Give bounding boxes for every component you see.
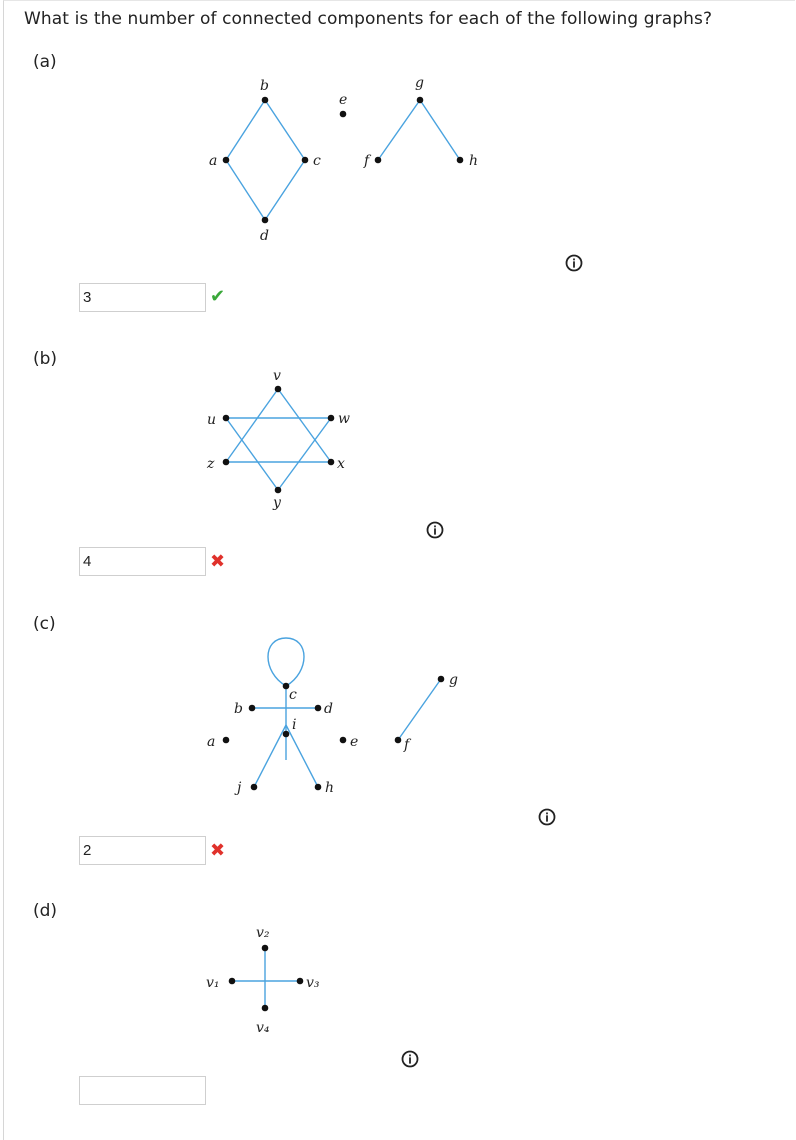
graph-b-label-x: x <box>337 456 345 472</box>
graph-d-node-v3 <box>297 978 304 985</box>
answer-input-c[interactable]: 2 <box>79 836 206 865</box>
graph-b-label-w: w <box>338 411 350 427</box>
graph-b-label-u: u <box>207 412 217 428</box>
part-d-label: (d) <box>33 901 58 921</box>
cross-icon: ✖ <box>210 551 226 572</box>
part-b-label: (b) <box>33 349 58 369</box>
check-icon: ✔ <box>210 286 226 307</box>
graph-a-label-h: h <box>469 153 479 169</box>
answer-input-d[interactable] <box>79 1076 206 1105</box>
graph-a-label-b: b <box>260 78 269 94</box>
graph-d-label-v3: v₃ <box>306 975 320 991</box>
graph-a-label-e: e <box>339 92 348 108</box>
graph-b-label-y: y <box>273 495 281 511</box>
part-c-label: (c) <box>33 614 56 634</box>
graph-c-label-c: c <box>289 687 297 703</box>
answer-input-a[interactable]: 3 <box>79 283 206 312</box>
graph-c-label-b: b <box>234 701 243 717</box>
graph-c-label-e: e <box>350 734 359 750</box>
question-text: What is the number of connected components for each of the following graphs? <box>24 9 713 29</box>
graph-d-label-v2: v₂ <box>256 925 270 941</box>
graph-b-label-v: v <box>273 368 281 384</box>
graph-b-label-z: z <box>207 456 215 472</box>
graph-d-label-v4: v₄ <box>256 1020 270 1036</box>
graph-c-label-f: f <box>404 737 410 753</box>
graph-a-label-d: d <box>260 228 269 244</box>
answer-input-b[interactable]: 4 <box>79 547 206 576</box>
graph-c-label-a: a <box>207 734 216 750</box>
graph-a-label-g: g <box>415 75 424 91</box>
info-icon[interactable] <box>401 1050 419 1068</box>
graph-c-label-d: d <box>324 701 333 717</box>
graph-d-node-v2 <box>262 945 269 952</box>
graph-a-label-c: c <box>313 153 321 169</box>
graph-c-label-g: g <box>449 672 458 688</box>
graph-c-label-i: i <box>292 717 297 733</box>
graph-a-label-a: a <box>209 153 218 169</box>
graph-c-label-h: h <box>325 780 335 796</box>
cross-icon: ✖ <box>210 840 226 861</box>
graph-c-label-j: j <box>237 780 242 796</box>
graph-d-label-v1: v₁ <box>206 975 220 991</box>
part-a-label: (a) <box>33 52 57 72</box>
graph-a-label-f: f <box>364 153 370 169</box>
graph-d-node-v4 <box>262 1005 269 1012</box>
graph-d-node-v1 <box>229 978 236 985</box>
